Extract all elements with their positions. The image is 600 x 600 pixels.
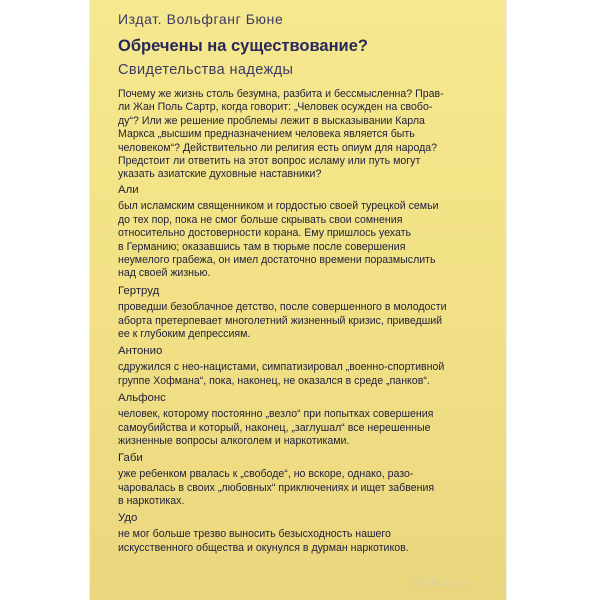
person-block-gabi [118,452,494,509]
intro-line: ли Жан Поль Сартр, когда говорит: „Человек осужден на свобо- [118,101,433,114]
person-text-line: искусственного общества и окунулся в дурман наркотиков. [118,541,409,554]
person-text-line: уже ребенком рвалась к „свободе“, но вскоре, однако, разо- [118,468,414,481]
person-text-line: группе Хофмана“, пока, наконец, не оказался в среде „панков“. [118,374,430,387]
book-subtitle: Свидетельства надежды [118,62,294,78]
person-name: Али [118,184,139,196]
person-text-line: сдружился с нео-нацистами, симпатизировал „военно-спортивной [118,361,445,374]
person-text-line: был исламским священником и гордостью своей турецкой семьи [118,200,439,213]
intro-line: ду“? Или же решение проблемы лежит в высказывании Карла [118,114,425,127]
person-name: Антонио [118,345,163,357]
site-watermark: biblia.in.ua [410,574,471,589]
person-text-line: в Германию; оказавшись там в тюрьме после совершения [118,240,406,253]
intro-line: Предстоит ли ответить на этот вопрос исламу или путь могут [118,155,421,168]
person-block-alfons [118,392,494,449]
person-block-antonio [118,345,494,388]
person-text-line: ее к глубоким депрессиям. [118,328,251,341]
person-name: Удо [118,512,138,524]
person-text-line: не мог больше трезво выносить безысходность нашего [118,528,391,541]
person-text-line: над своей жизнью. [118,267,211,280]
person-text-line: самоубийства и который, наконец, „заглушал“ все нерешенные [118,421,431,434]
book-title: Обречены на существование? [118,37,368,55]
person-name: Габи [118,452,143,464]
person-text-line: аборта претерпевает многолетний жизненный кризис, приведший [118,314,443,327]
person-text-line: неумелого грабежа, он имел достаточно времени поразмыслить [118,254,436,267]
person-text-line: в наркотиках. [118,495,185,508]
person-text-line: чаровалась в своих „любовных“ приключениях и ищет забвения [118,481,435,494]
person-text-line: проведши безоблачное детство, после совершенного в молодости [118,301,447,314]
person-block-udo [118,512,494,555]
person-name: Гертруд [118,285,160,297]
publisher-line: Издат. Вольфганг Бюне [118,11,284,27]
person-block-gertrud [118,285,494,342]
person-text-line: жизненные вопросы алкоголем и наркотиками. [118,435,350,448]
person-text-line: человек, которому постоянно „везло“ при попытках совершения [118,408,434,421]
intro-line: Почему же жизнь столь безумна, разбита и бессмысленна? Прав- [118,88,444,100]
person-text-line: относительно достоверности корана. Ему пришлось уехать [118,227,411,240]
person-name: Альфонс [118,392,166,404]
book-back-cover [90,0,506,600]
intro-line: указать азиатские духовные наставники? [118,168,322,181]
intro-line: Маркса „высшим предназначением человека является быть [118,128,415,141]
person-text-line: до тех пор, пока не смог больше скрывать свои сомнения [118,213,403,226]
intro-line: человеком“? Действительно ли религия есть опиум для народа? [118,141,438,154]
person-block-ali [118,184,494,281]
intro-paragraph [118,88,494,182]
